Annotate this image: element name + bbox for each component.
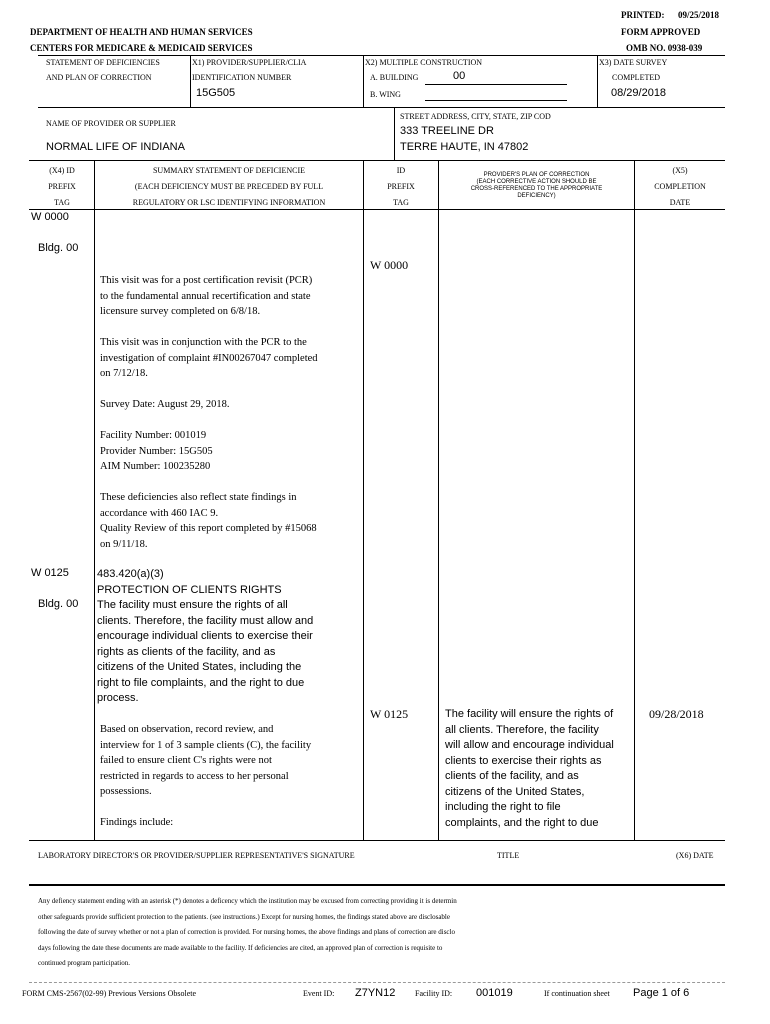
paragraph-pcr: This visit was for a post certification revisit (PCR) to the fundamental annual recertification and state licensure survey completed on 6/8/18.	[100, 275, 313, 317]
form-approved: FORM APPROVED	[621, 27, 701, 37]
wing-underline	[425, 100, 567, 101]
provider-name-label: NAME OF PROVIDER OR SUPPLIER	[46, 119, 176, 128]
col-plan-1: PROVIDER'S PLAN OF CORRECTION	[483, 172, 590, 178]
printed-date: 09/25/2018	[678, 10, 720, 20]
event-id: Z7YN12	[355, 987, 396, 999]
col-summary-1: SUMMARY STATEMENT OF DEFICIENCIE	[152, 166, 306, 175]
facility-id-label: Facility ID:	[415, 989, 453, 998]
title-label: TITLE	[497, 851, 520, 860]
building-tag-1: Bldg. 00	[38, 242, 79, 254]
provider-name: NORMAL LIFE OF INDIANA	[46, 141, 185, 153]
rule	[38, 55, 725, 56]
col-plan-3: CROSS-REFERENCED TO THE APPROPRIATE	[470, 186, 603, 192]
survey-date: 08/29/2018	[611, 87, 667, 99]
paragraph-complaint: This visit was in conjunction with the PCR to the investigation of complaint #IN00267047 completed on 7/12/18.	[100, 337, 318, 379]
rule	[394, 107, 395, 160]
date-label: (X6) DATE	[676, 851, 714, 860]
building-underline	[425, 84, 567, 85]
building-tag-2: Bldg. 00	[38, 598, 79, 610]
col-plan-4: DEFICIENCY)	[517, 193, 556, 199]
department-name: DEPARTMENT OF HEALTH AND HUMAN SERVICES	[30, 27, 253, 37]
rule	[363, 55, 364, 107]
printed-label: PRINTED:	[621, 10, 665, 20]
col-plan-2: (EACH CORRECTIVE ACTION SHOULD BE	[476, 179, 597, 185]
paragraph-survey-date: Survey Date: August 29, 2018.	[100, 399, 230, 410]
rule	[29, 982, 725, 983]
plan-of-correction: The facility will ensure the rights of all clients. Therefore, the facility will allow and encourage individual clients to exercise their rights as clients of the facility, and as citizens of the United States, including the right to file complaints, and the right to due	[445, 708, 614, 829]
prefix-tag-w0125: W 0125	[31, 567, 69, 579]
col-id-1: ID	[396, 166, 406, 175]
building-value: 00	[453, 70, 466, 82]
rule	[29, 160, 725, 161]
rule	[597, 55, 598, 107]
rule	[29, 884, 725, 886]
col-x4-3: TAG	[54, 198, 70, 207]
col-x5-3: DATE	[669, 198, 691, 207]
continuation-label: If continuation sheet	[544, 989, 610, 998]
disclaimer-text: Any defiency statement ending with an asterisk (*) denotes a deficency which the institution may be excused from correcting providing it is determin other safeguards provide sufficient protection to the patients. (see instructions.) Except for nursing homes, the findings stated above are disclosable following the date of survey whether or not a plan of correction is provided. For nursing homes, the above findings and plans of correction are disclo days following the date these documents are made available to the facility. If deficiencies are cited, an approved plan of correction is requisite to continued program participation.	[38, 897, 457, 967]
omb-number: OMB NO. 0938-039	[626, 43, 703, 53]
column-divider	[438, 160, 439, 840]
signature-label: LABORATORY DIRECTOR'S OR PROVIDER/SUPPLIER REPRESENTATIVE'S SIGNATURE	[38, 851, 355, 860]
col-summary-3: REGULATORY OR LSC IDENTIFYING INFORMATION	[132, 198, 326, 207]
paragraph-state-findings: These deficiencies also reflect state findings in accordance with 460 IAC 9. Quality Review of this report completed by #15068 on 9/11/18.	[100, 492, 317, 550]
prefix-tag-w0000: W 0000	[31, 211, 69, 223]
column-divider	[94, 160, 95, 840]
paragraph-findings: Findings include:	[100, 817, 174, 828]
form-number: FORM CMS-2567(02-99) Previous Versions Obsolete	[22, 989, 197, 998]
x1-label-2: IDENTIFICATION NUMBER	[192, 73, 292, 82]
paragraph-observation: Based on observation, record review, and interview for 1 of 3 sample clients (C), the facility failed to ensure client C's rights were not restricted in regards to access to her personal possessions.	[100, 724, 312, 797]
completion-date: 09/28/2018	[649, 707, 704, 721]
regulation-text: 483.420(a)(3) PROTECTION OF CLIENTS RIGHTS The facility must ensure the rights of all clients. Therefore, the facility must allow and encourage individual clients to exercise their rights as clients of the facility, and as citizens of the United States, including the right to file complaints, and the right to due process.	[97, 568, 314, 704]
paragraph-numbers: Facility Number: 001019 Provider Number: 15G505 AIM Number: 100235280	[100, 430, 213, 472]
page-number: Page 1 of 6	[633, 987, 690, 999]
col-x5-1: (X5)	[672, 166, 688, 175]
provider-number: 15G505	[196, 87, 236, 99]
rule	[29, 209, 725, 210]
statement-label-2: AND PLAN OF CORRECTION	[46, 73, 152, 82]
col-id-2: PREFIX	[387, 182, 415, 191]
id-tag-w0125: W 0125	[370, 707, 409, 721]
column-divider	[634, 160, 635, 840]
wing-label: B. WING	[370, 90, 401, 99]
event-id-label: Event ID:	[303, 989, 335, 998]
col-x4-1: (X4) ID	[49, 166, 75, 175]
building-label: A. BUILDING	[370, 73, 419, 82]
statement-label: STATEMENT OF DEFICIENCIES	[46, 58, 160, 67]
col-x5-2: COMPLETION	[654, 182, 706, 191]
col-id-3: TAG	[393, 198, 409, 207]
address-label: STREET ADDRESS, CITY, STATE, ZIP COD	[400, 112, 551, 121]
centers-name: CENTERS FOR MEDICARE & MEDICAID SERVICES	[30, 43, 253, 53]
rule	[29, 840, 725, 841]
x1-label: X1) PROVIDER/SUPPLIER/CLIA	[192, 58, 307, 67]
x2-label: X2) MULTIPLE CONSTRUCTION	[365, 58, 483, 67]
id-tag-w0000: W 0000	[370, 258, 409, 272]
x3-label: X3) DATE SURVEY	[599, 58, 668, 67]
city-state-zip: TERRE HAUTE, IN 47802	[400, 141, 529, 153]
x3-label-2: COMPLETED	[612, 73, 660, 82]
col-x4-2: PREFIX	[48, 182, 76, 191]
column-divider	[363, 160, 364, 840]
rule	[38, 107, 725, 108]
facility-id: 001019	[476, 987, 513, 999]
rule	[190, 55, 191, 107]
street-address: 333 TREELINE DR	[400, 125, 494, 137]
col-summary-2: (EACH DEFICIENCY MUST BE PRECEDED BY FULL	[134, 182, 324, 191]
